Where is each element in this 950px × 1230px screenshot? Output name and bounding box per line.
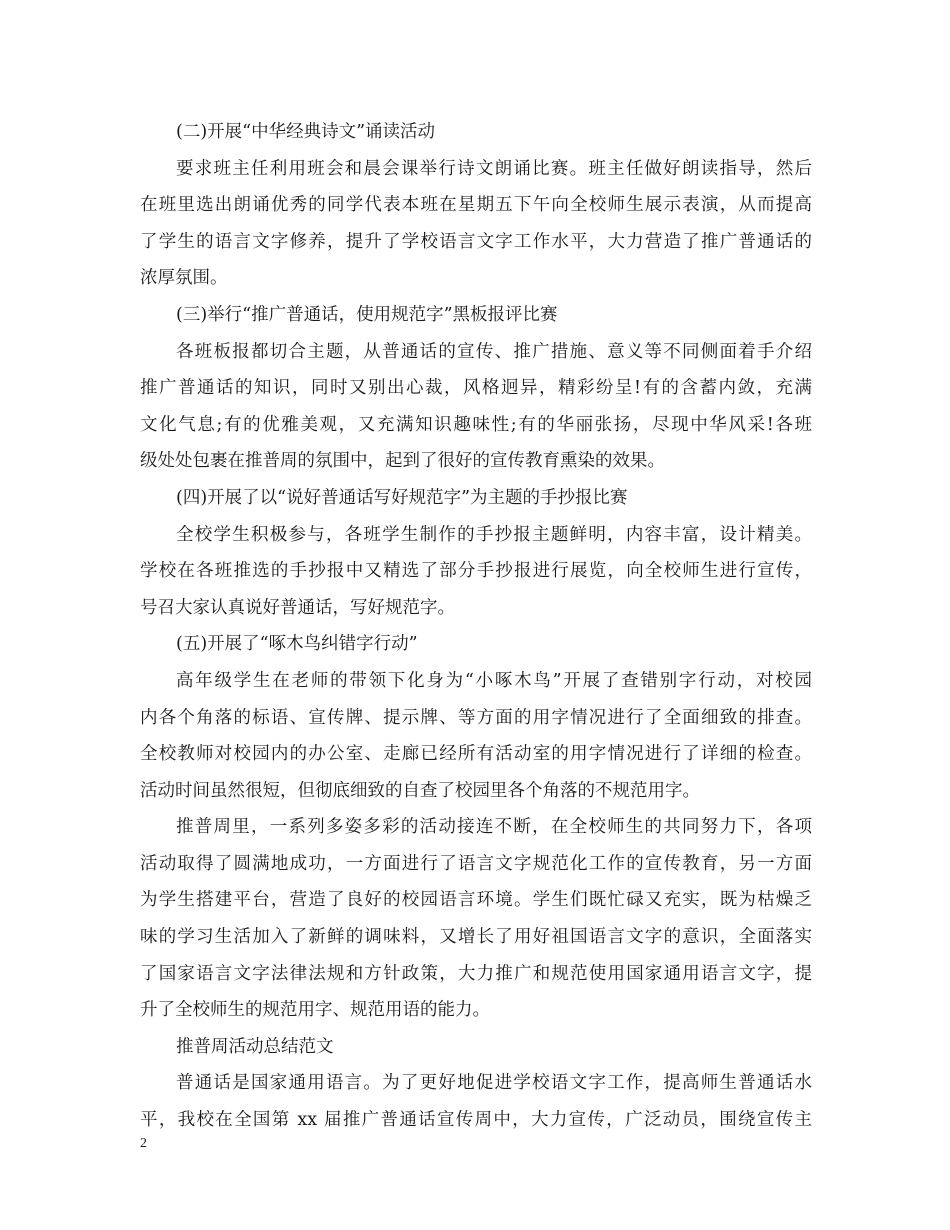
text-line: 浓厚氛围。 [140,268,228,289]
text-line: 推普周里，一系列多姿多彩的活动接连不断，在全校师生的共同努力下，各项 [176,817,812,838]
text-line: (三)举行“推广普通话，使用规范字”黑板报评比赛 [176,304,558,325]
text-line: 文化气息;有的优雅美观，又充满知识趣味性;有的华丽张扬，尽现中华风采!各班 [140,414,812,435]
text-line: 推普周活动总结范文 [176,1036,334,1057]
text-line: 活动取得了圆满地成功，一方面进行了语言文字规范化工作的宣传教育，另一方面 [140,853,812,874]
text-line: (二)开展“中华经典诗文”诵读活动 [176,122,436,142]
text-line: 推广普通话的知识，同时又别出心裁，风格迥异，精彩纷呈!有的含蓄内敛，充满 [140,378,812,399]
text-line: 平，我校在全国第 xx 届推广普通话宣传周中，大力宣传，广泛动员，围绕宣传主 [140,1110,812,1131]
text-line: 活动时间虽然很短，但彻底细致的自查了校园里各个角落的不规范用字。 [140,780,700,801]
text-line: 要求班主任利用班会和晨会课举行诗文朗诵比赛。班主任做好朗读指导，然后 [176,158,812,179]
text-line: 内各个角落的标语、宣传牌、提示牌、等方面的用字情况进行了全面细致的排查。 [140,707,812,728]
text-line: 了学生的语言文字修养，提升了学校语言文字工作水平，大力营造了推广普通话的 [140,231,812,252]
text-line: 味的学习生活加入了新鲜的调味料，又增长了用好祖国语言文字的意识，全面落实 [140,927,812,948]
text-line: 普通话是国家通用语言。为了更好地促进学校语文字工作，提高师生普通话水 [176,1073,812,1094]
text-line: 升了全校师生的规范用字、规范用语的能力。 [140,1000,490,1021]
text-line: 级处处包裹在推普周的氛围中，起到了很好的宣传教育熏染的效果。 [140,451,665,472]
text-line: 了国家语言文字法律法规和方针政策，大力推广和规范使用国家通用语言文字，提 [140,963,812,984]
page-number: 2 [140,1136,147,1151]
text-line: 在班里选出朗诵优秀的同学代表本班在星期五下午向全校师生展示表演，从而提高 [140,195,812,216]
text-line: 全校教师对校园内的办公室、走廊已经所有活动室的用字情况进行了详细的检查。 [140,744,812,765]
text-line: (五)开展了“啄木鸟纠错字行动” [176,634,418,655]
text-line: 高年级学生在老师的带领下化身为“小啄木鸟”开展了查错别字行动，对校园 [176,670,812,691]
text-line: 号召大家认真说好普通话，写好规范字。 [140,597,455,618]
document-body [140,114,812,1139]
text-line: 为学生搭建平台，营造了良好的校园语言环境。学生们既忙碌又充实，既为枯燥乏 [140,890,812,911]
text-line: 全校学生积极参与，各班学生制作的手抄报主题鲜明，内容丰富，设计精美。 [176,524,812,545]
text-line: 学校在各班推选的手抄报中又精选了部分手抄报进行展览，向全校师生进行宣传， [140,561,812,582]
text-line: (四)开展了以“说好普通话写好规范字”为主题的手抄报比赛 [176,487,628,508]
text-line: 各班板报都切合主题，从普通话的宣传、推广措施、意义等不同侧面着手介绍 [176,341,812,362]
